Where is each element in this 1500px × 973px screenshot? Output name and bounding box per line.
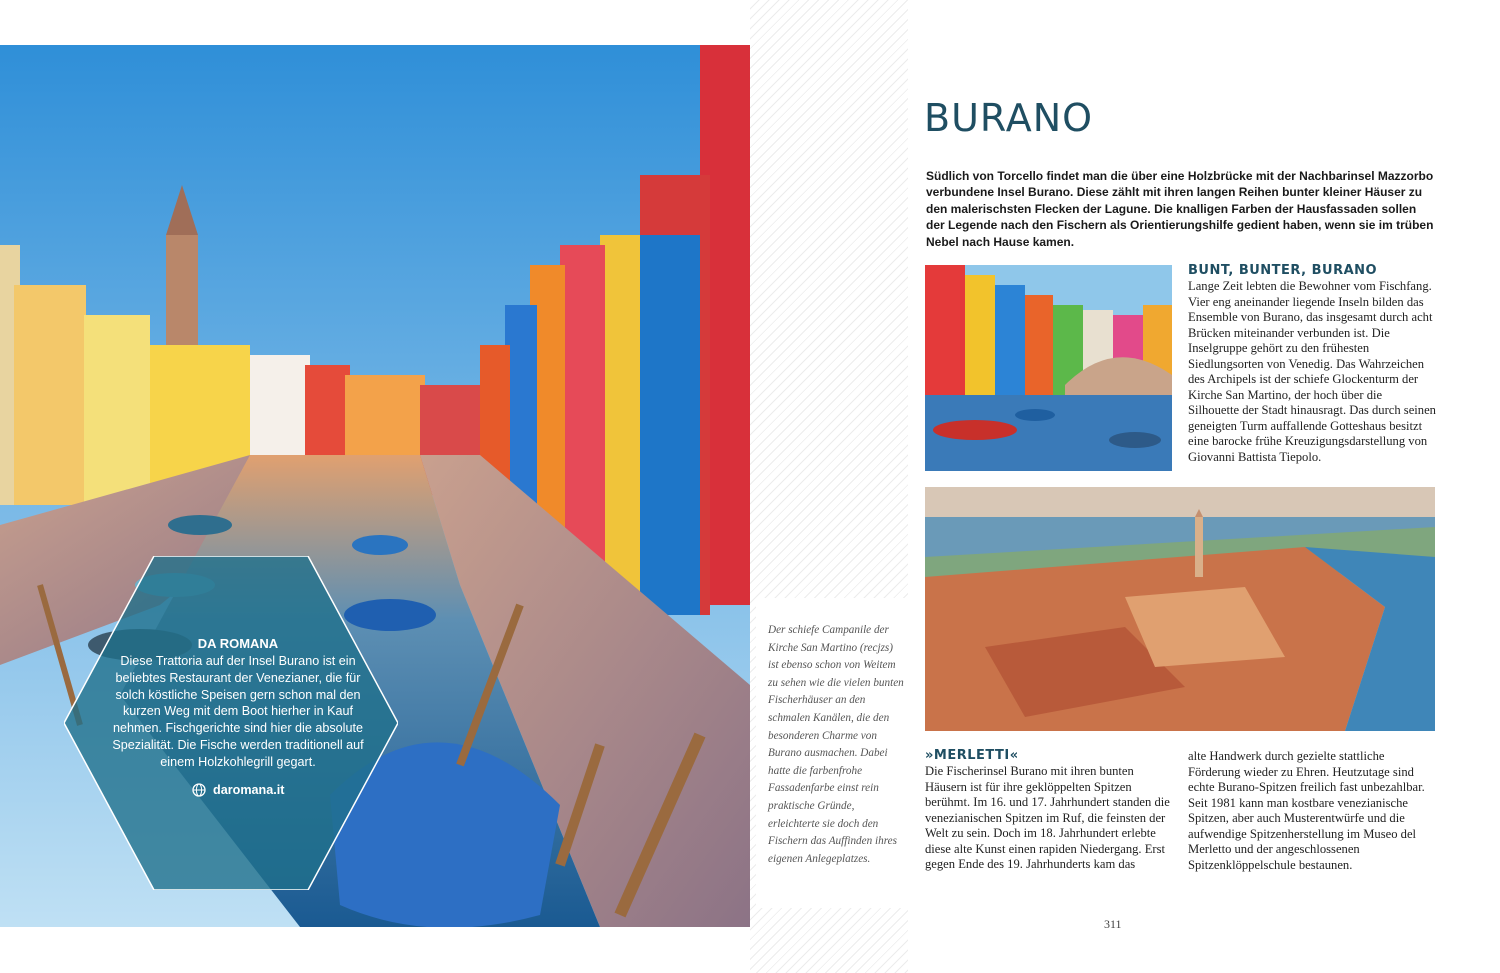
restaurant-website-link[interactable]: daromana.it [213,782,285,797]
section-text: Lange Zeit lebten die Bewohner vom Fischfang. Vier eng aneinander liegende Inseln bilden das Ensemble von Burano, das insgesamt durch acht Brücken miteinander verbunden ist. Die Inselgruppe gehört zu den frühesten Siedlungsorten von Venedig. Das Wahrzeichen des Archipels ist der schiefe Glockenturm der Kirche San Martino, der hoch über die Silhouette der Stadt hinausragt. Das durch seinen geneigten Turm auffallende Gotteshaus besitzt eine barocke frühe Kreuzigungsdarstellung von Giovanni Battista Tiepolo. [1188,279,1436,464]
photo-caption-box [756,598,908,908]
burano-aerial-photo [925,487,1435,731]
section-text-column-2: alte Handwerk durch gezielte stattliche Förderung wieder zu Ehren. Heutzutage sind echte Burano-Spitzen freilich fast unbezahlbar. Seit 1981 kann man kostbare venezianische Spitzen, aber auch Musterentwürfe und die aufwendige Spitzenherstellung im Museo del Merletto und der angeschlossenen Spitzenklöppelschule bestaunen. [1188,749,1425,872]
info-box-text: Diese Trattoria auf der Insel Burano ist ein beliebtes Restaurant der Venezianer, die für solch köstliche Speisen gern schon mal den kurzen Weg mit dem Boot hierher in Kauf nehmen. Fischgerichte sind hier die absolute Spezialität. Die Fische werden traditionell auf einem Holzkohlegrill gegart. [112,654,364,769]
da-romana-info-box [112,636,364,800]
page-title: BURANO [924,96,1094,140]
section-heading: »MERLETTI« [925,748,1019,763]
info-box-title: DA ROMANA [197,636,279,651]
intro-paragraph: Südlich von Torcello findet man die über eine Holzbrücke mit der Nachbarinsel Mazzorbo verbundene Insel Burano. Diese zählt mit ihren langen Reihen bunter kleiner Häuser zu den malerischsten Flecken der Lagune. Die knalligen Farben der Hausfassaden sollen der Legende nach den Fischern als Orientierungshilfe gedient haben, wenn sie im trüben Nebel nach Hause kamen. [926,169,1434,249]
section-text-column-1: Die Fischerinsel Burano mit ihren bunten Häusern ist für ihre geklöppelten Spitzen berühmt. Im 16. und 17. Jahrhundert standen die venezianischen Spitzen im Ruf, die feinsten der Welt zu sein. Doch im 18. Jahrhundert erlebte diese alte Kunst einen rapiden Niedergang. Erst gegen Ende des 19. Jahrhunderts kam das [925,764,1170,871]
burano-canal-bridge-photo [925,265,1172,471]
section-merletti [925,748,1173,873]
page-number: 311 [1104,917,1122,931]
photo-caption: Der schiefe Campanile der Kirche San Martino (recjzs) ist ebenso schon von Weitem zu sehen wie die vielen bunten Fischerhäuser an den schmalen Kanälen, die den besonderen Charme von Burano ausmachen. Dabei hatte die farbenfrohe Fassadenfarbe einst rein praktische Gründe, erleichterte sie doch den Fischern das Auffinden ihres eigenen Anlegeplatzes. [768,624,904,865]
info-box-link-row [112,783,364,800]
globe-icon [192,783,206,800]
section-heading: BUNT, BUNTER, BURANO [1188,263,1378,278]
section-bunt-bunter-burano [1188,263,1436,465]
